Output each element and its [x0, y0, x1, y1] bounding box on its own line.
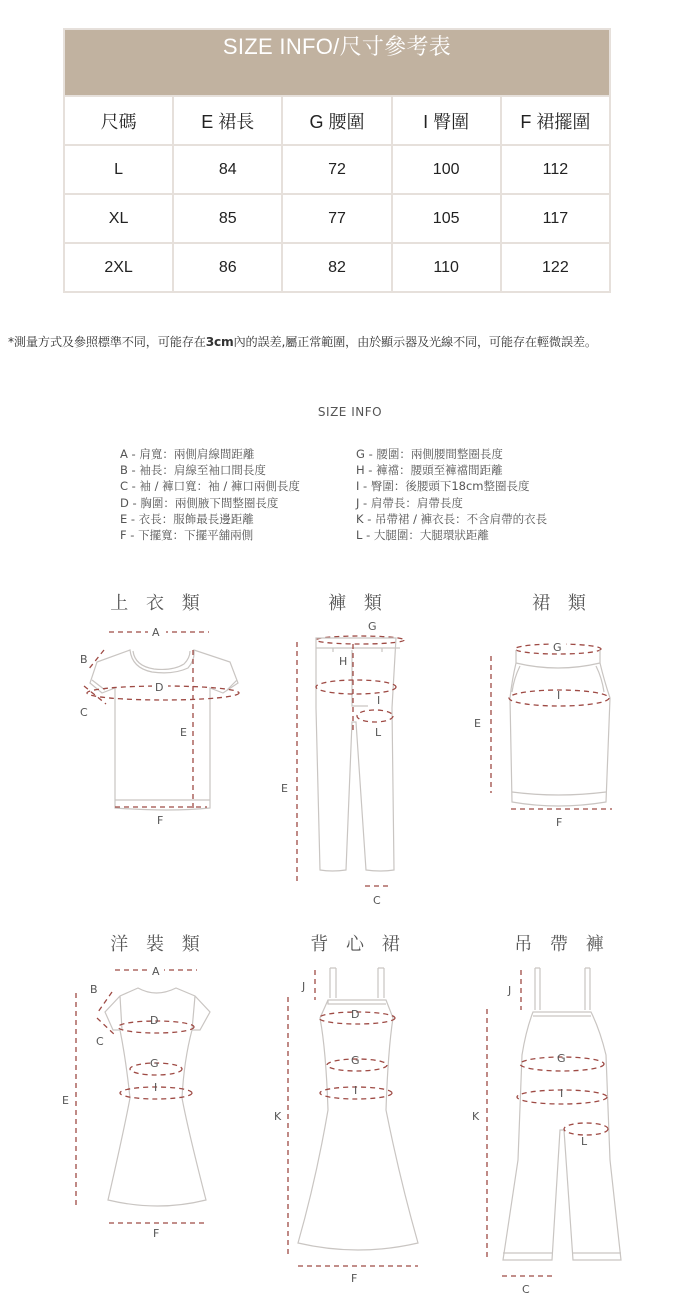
- label-e: E: [62, 1094, 69, 1107]
- size-table-grid: [63, 95, 611, 293]
- disclaimer-tolerance: 3cm: [205, 335, 234, 349]
- label-i: I: [154, 1081, 158, 1094]
- legend-left: [120, 446, 300, 543]
- label-e: E: [180, 726, 187, 739]
- legend-right: [356, 446, 547, 543]
- pinafore-diagram-icon: [260, 960, 440, 1300]
- label-j: J: [302, 980, 306, 993]
- label-f: F: [556, 816, 563, 829]
- category-title-pants: 褲 類: [328, 593, 388, 614]
- legend-item-g: G - 腰圍：兩側腰間整圈長度: [356, 447, 503, 461]
- label-f: F: [153, 1227, 160, 1240]
- legend-item-c: C - 袖 / 褲口寬：袖 / 褲口兩側長度: [120, 479, 300, 494]
- cell-length: 85: [173, 194, 282, 243]
- label-d: D: [351, 1008, 360, 1021]
- cell-hem: 122: [501, 243, 610, 292]
- label-g: G: [150, 1057, 159, 1070]
- label-e: E: [281, 782, 288, 795]
- label-c: C: [96, 1035, 104, 1048]
- size-table-title: SIZE INFO/尺寸參考表: [63, 28, 611, 95]
- label-g: G: [351, 1054, 360, 1067]
- label-j: J: [508, 984, 512, 997]
- legend-item-d: D - 胸圍：兩側腋下間整圈長度: [120, 495, 279, 510]
- dress-diagram-icon: [50, 960, 250, 1250]
- disclaimer-prefix: *測量方式及參照標準不同，可能存在: [8, 335, 206, 349]
- table-row: [64, 145, 610, 194]
- legend-item-i: I - 臀圍：後腰頭下18cm整圈長度: [356, 479, 530, 494]
- label-d: D: [155, 681, 164, 694]
- legend-item-k: K - 吊帶裙 / 褲衣長：不含肩帶的衣長: [356, 511, 548, 526]
- legend-item-b: B - 袖長：肩線至袖口間長度: [120, 463, 266, 478]
- overalls-diagram-icon: [460, 960, 640, 1300]
- cell-hem: 112: [501, 145, 610, 194]
- category-title-dresses: 洋 裝 類: [110, 934, 206, 955]
- legend-item-a: A - 肩寬：兩側肩線間距離: [120, 447, 255, 461]
- label-c: C: [522, 1283, 530, 1296]
- disclaimer-suffix: 內的誤差,屬正常範圍，由於顯示器及光線不同，可能存在輕微誤差。: [233, 335, 597, 349]
- label-k: K: [274, 1110, 282, 1123]
- cell-size: XL: [64, 194, 173, 243]
- cell-waist: 77: [282, 194, 391, 243]
- cell-hip: 110: [392, 243, 501, 292]
- cell-length: 84: [173, 145, 282, 194]
- column-header-size: 尺碼: [64, 96, 173, 145]
- table-row: [64, 243, 610, 292]
- table-header-row: [64, 96, 610, 145]
- column-header-hem: F 裙擺圍: [501, 96, 610, 145]
- cell-hem: 117: [501, 194, 610, 243]
- cell-size: 2XL: [64, 243, 173, 292]
- label-l: L: [375, 726, 382, 739]
- label-f: F: [351, 1272, 358, 1285]
- skirt-diagram-icon: [460, 640, 640, 840]
- tshirt-diagram-icon: [70, 620, 250, 830]
- size-info-title: SIZE INFO: [317, 405, 383, 419]
- label-c: C: [80, 706, 88, 719]
- measurement-disclaimer: [8, 333, 700, 350]
- column-header-length: E 裙長: [173, 96, 282, 145]
- label-c: C: [373, 894, 381, 907]
- size-table: [63, 28, 611, 293]
- label-i: I: [557, 689, 561, 702]
- label-g: G: [557, 1052, 566, 1065]
- label-i: I: [354, 1084, 358, 1097]
- label-g: G: [553, 641, 562, 654]
- label-d: D: [150, 1014, 159, 1027]
- column-header-waist: G 腰圍: [282, 96, 391, 145]
- legend-item-f: F - 下擺寬：下擺平舖兩側: [120, 528, 254, 543]
- cell-waist: 82: [282, 243, 391, 292]
- label-a: A: [152, 626, 160, 639]
- label-l: L: [581, 1135, 588, 1148]
- legend-item-h: H - 褲襠：腰頭至褲襠間距離: [356, 463, 503, 478]
- cell-hip: 105: [392, 194, 501, 243]
- label-a: A: [152, 965, 160, 978]
- pants-diagram-icon: [270, 612, 430, 912]
- cell-size: L: [64, 145, 173, 194]
- cell-hip: 100: [392, 145, 501, 194]
- label-h: H: [339, 655, 348, 668]
- label-b: B: [90, 983, 98, 996]
- legend-item-e: E - 衣長：服飾最長邊距離: [120, 511, 254, 526]
- category-title-tops: 上 衣 類: [110, 593, 206, 614]
- column-header-hip: I 臀圍: [392, 96, 501, 145]
- category-title-overalls: 吊 帶 褲: [514, 934, 610, 955]
- label-i: I: [560, 1087, 564, 1100]
- label-i: I: [377, 694, 381, 707]
- category-title-pinafore: 背 心 裙: [310, 934, 406, 955]
- category-title-skirts: 裙 類: [532, 593, 592, 614]
- label-f: F: [157, 814, 164, 827]
- legend-item-j: J - 肩帶長：肩帶長度: [356, 495, 463, 510]
- table-row: [64, 194, 610, 243]
- label-g: G: [368, 620, 377, 633]
- legend-item-l: L - 大腿圍：大腿環狀距離: [356, 528, 489, 543]
- label-k: K: [472, 1110, 480, 1123]
- cell-length: 86: [173, 243, 282, 292]
- label-e: E: [474, 717, 481, 730]
- cell-waist: 72: [282, 145, 391, 194]
- label-b: B: [80, 653, 88, 666]
